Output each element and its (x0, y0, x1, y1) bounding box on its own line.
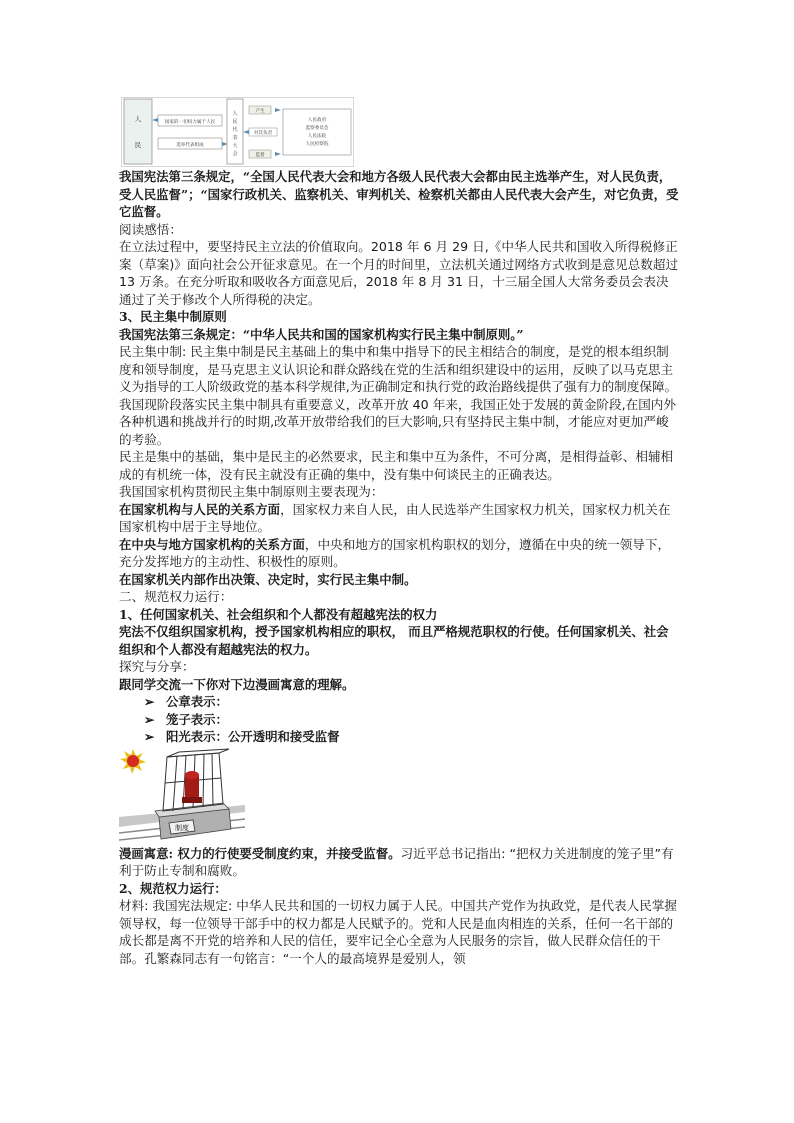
paragraph: 我国现阶段落实民主集中制具有重要意义，改革开放 40 年来，我国正处于发展的黄金阶段,在国内外各种机遇和挑战并行的时期,改革开放带给我们的巨大影响,只有坚持民主集中制，才能应对更加严峻的考验。 (119, 396, 676, 447)
paragraph-rest: 习近平总书记指出: “把权力关进制度的笼子里”有利于防止专制和腐败。 (119, 845, 674, 878)
bold-paragraph: 跟同学交流一下你对下边漫画寓意的理解。 (119, 676, 355, 692)
power-cage-cartoon (119, 747, 245, 844)
bullet-text: 笼子表示： (166, 711, 228, 727)
bold-paragraph: 我国宪法第三条规定：“中华人民共和国的国家机构实行民主集中制原则。” (119, 326, 524, 342)
elect-box-label: 选举代表组成 (176, 142, 204, 148)
paragraph: 我国国家机构贯彻民主集中制原则主要表现为： (119, 484, 384, 499)
people-char-1: 人 (134, 115, 142, 123)
mixed-paragraph (119, 501, 679, 536)
paragraph-rest: ，国家权力来自人民，由人民选举产生国家权力机关，国家权力机关在国家机构中居于主导地位。 (119, 501, 671, 534)
bullet-text: 阳光表示：公开透明和接受监督 (166, 729, 340, 744)
bold-lead: 在国家机构与人民的关系方面 (119, 501, 281, 517)
organs-box (283, 109, 351, 155)
arrow-bullet-icon: ➢ (144, 711, 155, 727)
arrow-bullet-icon: ➢ (144, 694, 155, 709)
bullet-item (119, 711, 679, 729)
arrow-bullet-icon: ➢ (144, 729, 155, 744)
organ-item: 监察委员会 (305, 126, 329, 131)
people-box (124, 99, 152, 164)
paragraph: 在立法过程中，要坚持民主立法的价值取向。2018 年 6 月 29 日,《中华人民共和国收入所得税修正案（草案)》面向社会公开征求意见。在一个月的时间里，立法机关通过网络方式收到是意见总数超过 13 万条。在充分听取和吸收各方面意见后，2018 年 8 月 31 日，十三届全国人大常务委员会表决通过了关于修改个人所得税的决定。 (119, 239, 679, 307)
bold-lead: 在中央与地方国家机构的关系方面 (119, 536, 305, 552)
congress-char: 大 (232, 143, 238, 149)
produce-label: 产生 (255, 109, 265, 114)
paragraph: 探究与分享： (119, 659, 195, 674)
bullet-text: 公章表示： (166, 694, 228, 709)
mixed-paragraph (119, 845, 679, 880)
cartoon-label: 制度 (175, 823, 189, 832)
bold-paragraph: 在国家机关内部作出决策、决定时，实行民主集中制。 (119, 571, 417, 587)
people-congress-diagram (121, 97, 354, 167)
paragraph: 阅读感悟： (119, 221, 182, 237)
bullet-item (119, 693, 679, 711)
bullet-item (119, 728, 679, 746)
power-box-label: 国家的一切权力属于人民 (164, 119, 216, 125)
document-body (119, 168, 679, 967)
bold-paragraph: 1、任何国家机关、社会组织和个人都没有超越宪法的权力 (119, 606, 438, 622)
congress-char: 表 (232, 135, 238, 141)
bold-paragraph: 宪法不仅组织国家机构，授予国家机构相应的职权， 而且严格规范职权的行使。任何国家机关、社会组织和个人都没有超越宪法的权力。 (119, 624, 669, 657)
people-char-2: 民 (134, 141, 142, 149)
organ-item: 人民检察院 (305, 142, 329, 147)
organ-item: 人民政府 (307, 118, 327, 123)
congress-char: 会 (232, 151, 238, 157)
paragraph: 材料: 我国宪法规定: 中华人民共和国的一切权力属于人民。中国共产党作为执政党，是代表人民掌握领导权，每一位领导干部手中的权力都是人民赋予的。党和人民是血肉相连的关系，任何一名干部的成长都是离不开党的培养和人民的信任，要牢记全心全意为人民服务的宗旨，做人民群众信任的干部。孔繁森同志有一句铭言：“一个人的最高境界是爱别人，领 (119, 898, 678, 966)
paragraph-rest: ，中央和地方的国家机构职权的划分，遵循在中央的统一领导下，充分发挥地方的主动性、积极性的原则。 (119, 536, 671, 569)
congress-char: 代 (232, 127, 238, 133)
congress-char: 民 (232, 119, 238, 125)
supervise-label: 监督 (255, 153, 265, 158)
bold-paragraph: 2、规范权力运行： (119, 880, 227, 896)
paragraph: 二、规范权力运行： (119, 589, 233, 604)
congress-char: 人 (232, 111, 238, 117)
organ-item: 人民法院 (307, 134, 327, 139)
bold-lead: 漫画寓意: 权力的行使要受制度约束，并接受监督。 (119, 845, 401, 861)
paragraph: 民主集中制: 民主集中制是民主基础上的集中和集中指导下的民主相结合的制度，是党的根本组织制度和领导制度，是马克思主义认识论和群众路线在党的生活和组织建设中的运用，反映了以马克思主义为指导的工人阶级政党的基本科学规律,为正确制定和执行党的政治路线提供了强有力的制度保障。 (119, 344, 678, 394)
bold-paragraph: 我国宪法第三条规定，“全国人民代表大会和地方各级人民代表大会都由民主选举产生，对人民负责，受人民监督”；“国家行政机关、监察机关、审判机关、检察机关都由人民代表大会产生，对它负责，受它监督。 (119, 169, 679, 219)
bold-paragraph: 3、民主集中制原则 (119, 309, 227, 324)
paragraph: 民主是集中的基础，集中是民主的必然要求，民主和集中互为条件，不可分离，是相得益彰、相辅相成的有机统一体，没有民主就没有正确的集中，没有集中何谈民主的正确表达。 (119, 449, 674, 482)
mixed-paragraph (119, 536, 679, 571)
responsible-label: 对其负责 (253, 131, 273, 136)
